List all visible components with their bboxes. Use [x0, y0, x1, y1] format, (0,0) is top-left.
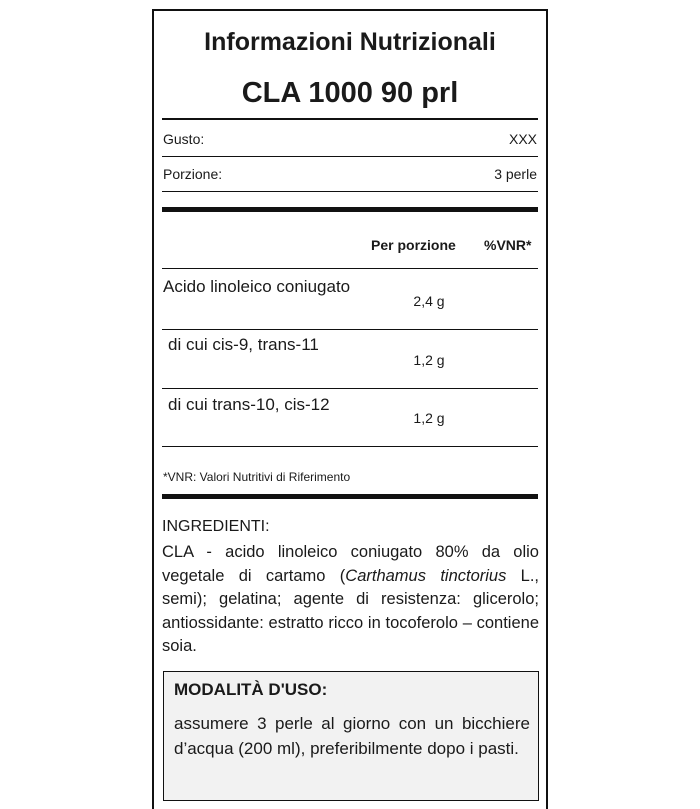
nutrient-name: di cui trans-10, cis-12	[168, 395, 330, 414]
serving-label: Porzione:	[163, 166, 223, 182]
flavor-value: XXX	[508, 131, 537, 147]
column-vnr: %VNR*	[484, 237, 532, 253]
usage-title: MODALITÀ D'USO:	[174, 680, 328, 699]
thick-divider	[162, 207, 538, 212]
serving-value: 3 perle	[494, 166, 537, 182]
product-name: CLA 1000 90 prl	[241, 77, 459, 109]
nutrient-value: 2,4 g	[413, 293, 445, 309]
divider	[162, 446, 538, 447]
ingredients-text: CLA - acido linoleico coniugato 80% da olio vegetale di cartamo (Carthamus tinctorius L., semi); gelatina; agente di resistenza: glicerolo; antiossidante: estratto ricco in tocoferolo – contiene soia.	[162, 543, 540, 655]
divider	[162, 388, 538, 389]
divider	[162, 268, 538, 269]
divider	[162, 329, 538, 330]
nutrient-value: 1,2 g	[413, 352, 445, 368]
nutrient-name: Acido linoleico coniugato	[163, 277, 351, 296]
nutrition-label	[152, 9, 548, 809]
usage-box	[163, 671, 539, 801]
allergen: soia	[162, 637, 193, 655]
divider	[162, 156, 538, 157]
usage-text: assumere 3 perle al giorno con un bicchiere d’acqua (200 ml), preferibilmente dopo i pasti.	[174, 714, 530, 758]
flavor-label: Gusto:	[163, 131, 205, 147]
nutrient-value: 1,2 g	[413, 410, 445, 426]
column-per-portion: Per porzione	[371, 237, 456, 253]
ingredients-title: INGREDIENTI:	[162, 518, 270, 535]
thick-divider	[162, 494, 538, 499]
divider	[162, 191, 538, 192]
divider	[162, 118, 538, 120]
nutrient-name: di cui cis-9, trans-11	[168, 335, 319, 354]
label-title: Informazioni Nutrizionali	[204, 28, 496, 56]
vnr-footnote: *VNR: Valori Nutritivi di Riferimento	[163, 470, 351, 484]
